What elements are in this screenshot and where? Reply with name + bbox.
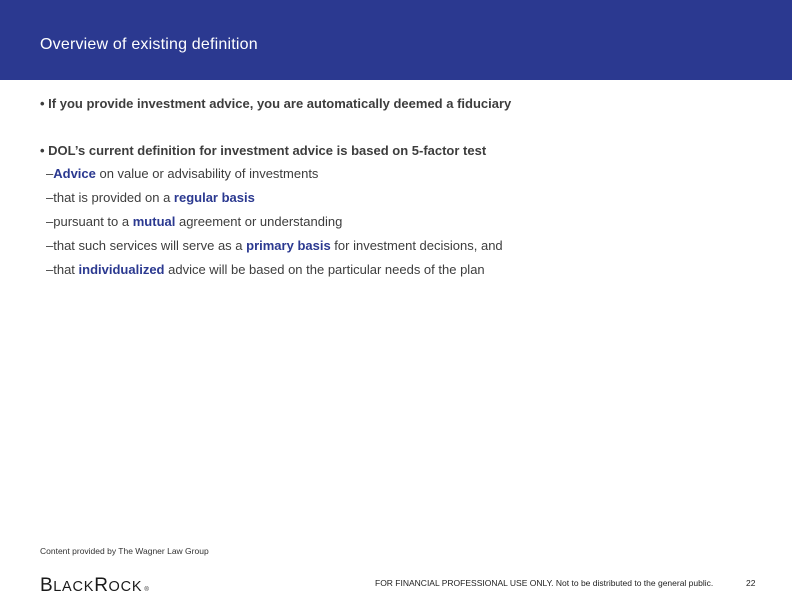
list-item bbox=[46, 238, 503, 262]
list-item-keyword: mutual bbox=[132, 214, 176, 229]
list-item-prefix: – bbox=[46, 166, 54, 181]
logo-letter: R bbox=[94, 575, 109, 596]
blackrock-logo bbox=[40, 575, 149, 597]
list-item bbox=[46, 214, 503, 238]
disclaimer-text: FOR FINANCIAL PROFESSIONAL USE ONLY. Not to be distributed to the general public. bbox=[375, 578, 714, 588]
slide-title: Overview of existing definition bbox=[40, 36, 258, 53]
title-bar bbox=[0, 0, 792, 80]
list-item-prefix: –that is provided on a bbox=[46, 190, 174, 205]
five-factor-list bbox=[46, 166, 503, 286]
list-item-keyword: individualized bbox=[78, 262, 165, 277]
logo-letter: B bbox=[40, 575, 54, 596]
list-item-text: for investment decisions, and bbox=[330, 238, 503, 253]
content-credit: Content provided by The Wagner Law Group bbox=[40, 546, 209, 556]
logo-letters: OCK bbox=[108, 579, 143, 595]
logo-letters: LACK bbox=[53, 579, 95, 595]
registered-mark: ® bbox=[144, 587, 149, 593]
list-item-prefix: –that bbox=[46, 262, 79, 277]
list-item bbox=[46, 190, 503, 214]
list-item-text: advice will be based on the particular needs of the plan bbox=[164, 262, 485, 277]
list-item-prefix: –that such services will serve as a bbox=[46, 238, 247, 253]
bullet-fiduciary: • If you provide investment advice, you are automatically deemed a fiduciary bbox=[40, 96, 512, 111]
list-item-keyword: Advice bbox=[53, 166, 96, 181]
list-item-keyword: primary basis bbox=[246, 238, 331, 253]
list-item bbox=[46, 166, 503, 190]
list-item bbox=[46, 262, 503, 286]
bullet-five-factor-test: • DOL’s current definition for investment advice is based on 5-factor test bbox=[40, 143, 487, 158]
list-item-text: agreement or understanding bbox=[175, 214, 343, 229]
page-number: 22 bbox=[746, 578, 756, 588]
list-item-prefix: –pursuant to a bbox=[46, 214, 133, 229]
list-item-keyword: regular basis bbox=[173, 190, 255, 205]
list-item-text: on value or advisability of investments bbox=[95, 166, 319, 181]
